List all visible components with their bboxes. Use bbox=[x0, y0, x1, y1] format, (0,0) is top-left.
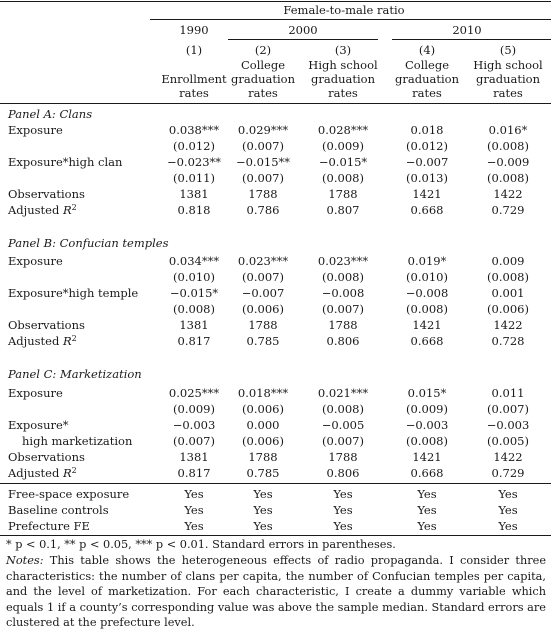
panel-c-title-row bbox=[0, 366, 551, 382]
cell: Yes bbox=[184, 503, 204, 517]
cell: 0.025*** bbox=[168, 386, 220, 400]
table-row bbox=[0, 518, 551, 534]
table-row bbox=[0, 401, 551, 417]
col-desc: graduation bbox=[395, 72, 459, 86]
cell: 0.818 bbox=[177, 203, 211, 217]
table-row bbox=[0, 465, 551, 481]
cell: 1421 bbox=[412, 450, 442, 464]
cell: 0.034*** bbox=[168, 254, 220, 268]
header-bottom-rule bbox=[0, 103, 551, 104]
cell: (0.008) bbox=[322, 171, 364, 185]
panel-a-title-row bbox=[0, 106, 551, 122]
cell: Yes bbox=[333, 519, 353, 533]
cell: Yes bbox=[184, 487, 204, 501]
cell: 1788 bbox=[328, 187, 358, 201]
cell: 0.029*** bbox=[237, 123, 289, 137]
row-label: Free-space exposure bbox=[8, 487, 130, 501]
cell: (0.007) bbox=[322, 302, 364, 316]
header-years-row bbox=[0, 22, 551, 38]
col-desc: College bbox=[240, 58, 286, 72]
cell: 0.023*** bbox=[317, 254, 369, 268]
year-2000: 2000 bbox=[288, 23, 318, 37]
table-row bbox=[0, 202, 551, 218]
cell: (0.008) bbox=[406, 302, 448, 316]
col-desc: High school bbox=[473, 58, 543, 72]
cell: (0.005) bbox=[487, 434, 529, 448]
row-label: Observations bbox=[8, 450, 85, 464]
col-desc: College bbox=[404, 58, 450, 72]
cell: (0.008) bbox=[487, 139, 529, 153]
row-label: Adjusted $R^2$ bbox=[8, 334, 77, 348]
cell: (0.008) bbox=[322, 402, 364, 416]
table-row bbox=[0, 317, 551, 333]
table-row bbox=[0, 186, 551, 202]
table-row bbox=[0, 269, 551, 285]
col-desc: rates bbox=[248, 86, 278, 100]
cell: 0.807 bbox=[326, 203, 360, 217]
row-label: Exposure bbox=[8, 254, 63, 268]
cell: 0.038*** bbox=[168, 123, 220, 137]
cell: (0.008) bbox=[487, 171, 529, 185]
cell: 1788 bbox=[248, 187, 278, 201]
cell: Yes bbox=[498, 503, 518, 517]
cell: Yes bbox=[253, 503, 273, 517]
panel-c-title: Panel C: Marketization bbox=[8, 367, 142, 381]
cell: (0.011) bbox=[173, 171, 215, 185]
table-row bbox=[0, 253, 551, 269]
table-bottom-rule bbox=[0, 535, 551, 536]
year-2000-underline bbox=[228, 39, 378, 40]
cell: 1422 bbox=[493, 450, 523, 464]
row-label: Observations bbox=[8, 318, 85, 332]
col-desc: graduation bbox=[231, 72, 295, 86]
cell: 0.018*** bbox=[237, 386, 289, 400]
panel-b-title: Panel B: Confucian temples bbox=[8, 236, 169, 250]
cell: 0.817 bbox=[177, 466, 211, 480]
table-row bbox=[0, 285, 551, 301]
group-title: Female-to-male ratio bbox=[283, 3, 405, 17]
header-group-row bbox=[0, 2, 551, 18]
panel-a-title: Panel A: Clans bbox=[8, 107, 93, 121]
col-desc: graduation bbox=[476, 72, 540, 86]
table-row bbox=[0, 333, 551, 349]
cell: 0.021*** bbox=[317, 386, 369, 400]
cell: (0.009) bbox=[173, 402, 215, 416]
cell: 0.817 bbox=[177, 334, 211, 348]
cell: Yes bbox=[184, 519, 204, 533]
cell: −0.008 bbox=[321, 286, 365, 300]
cell: 0.806 bbox=[326, 334, 360, 348]
cell: 0.019* bbox=[407, 254, 447, 268]
controls-top-rule bbox=[0, 483, 551, 484]
cell: 1421 bbox=[412, 187, 442, 201]
year-1990: 1990 bbox=[179, 23, 209, 37]
cell: −0.007 bbox=[241, 286, 285, 300]
col-desc: Enrollment bbox=[161, 72, 227, 86]
cell: −0.003 bbox=[486, 418, 530, 432]
cell: (0.006) bbox=[242, 302, 284, 316]
row-label: Exposure*high clan bbox=[8, 155, 123, 169]
table-row bbox=[0, 122, 551, 138]
row-label: Baseline controls bbox=[8, 503, 109, 517]
cell: 1422 bbox=[493, 318, 523, 332]
cell: 0.728 bbox=[491, 334, 525, 348]
cell: (0.007) bbox=[242, 139, 284, 153]
col-desc: High school bbox=[308, 58, 378, 72]
cell: −0.009 bbox=[486, 155, 530, 169]
row-label: Exposure* bbox=[8, 418, 69, 432]
cell: −0.007 bbox=[405, 155, 449, 169]
table-row bbox=[0, 385, 551, 401]
cell: 1422 bbox=[493, 187, 523, 201]
table-row bbox=[0, 170, 551, 186]
cell: Yes bbox=[253, 487, 273, 501]
table-row bbox=[0, 433, 551, 449]
col-number-5: (5) bbox=[499, 43, 517, 57]
cell: 0.729 bbox=[491, 203, 525, 217]
notes-text: This table shows the heterogeneous effects of radio propaganda. I consider three characteristics: the number of clans per capita, the number of Confucian temples per capita, and the level of marketization. For each characteristic, I create a dummy variable which equals 1 if a county’s corresponding value was above the sample median. Standard errors are clustered at the prefecture level. bbox=[6, 554, 547, 629]
year-2010: 2010 bbox=[452, 23, 482, 37]
cell: 0.000 bbox=[246, 418, 280, 432]
col-number-4: (4) bbox=[418, 43, 436, 57]
cell: 1788 bbox=[248, 318, 278, 332]
cell: 0.729 bbox=[491, 466, 525, 480]
cell: (0.010) bbox=[173, 270, 215, 284]
col-number-1: (1) bbox=[185, 43, 203, 57]
cell: (0.008) bbox=[322, 270, 364, 284]
col-desc: graduation bbox=[311, 72, 375, 86]
cell: 0.028*** bbox=[317, 123, 369, 137]
cell: 0.009 bbox=[491, 254, 525, 268]
row-label: high marketization bbox=[22, 434, 133, 448]
row-label: Prefecture FE bbox=[8, 519, 90, 533]
cell: 1381 bbox=[179, 187, 209, 201]
cell: 0.668 bbox=[410, 334, 444, 348]
cell: Yes bbox=[417, 519, 437, 533]
table-row bbox=[0, 138, 551, 154]
cell: −0.015* bbox=[318, 155, 368, 169]
cell: Yes bbox=[333, 487, 353, 501]
col-number-3: (3) bbox=[334, 43, 352, 57]
cell: (0.006) bbox=[242, 434, 284, 448]
cell: Yes bbox=[417, 487, 437, 501]
cell: −0.005 bbox=[321, 418, 365, 432]
cell: 1421 bbox=[412, 318, 442, 332]
cell: (0.009) bbox=[406, 402, 448, 416]
cell: −0.023** bbox=[166, 155, 222, 169]
cell: −0.003 bbox=[405, 418, 449, 432]
cell: 0.668 bbox=[410, 203, 444, 217]
cell: −0.008 bbox=[405, 286, 449, 300]
cell: Yes bbox=[498, 519, 518, 533]
cell: (0.007) bbox=[173, 434, 215, 448]
cell: 0.001 bbox=[491, 286, 525, 300]
year-2010-underline bbox=[392, 39, 551, 40]
cell: (0.010) bbox=[406, 270, 448, 284]
cell: −0.003 bbox=[172, 418, 216, 432]
cell: −0.015* bbox=[169, 286, 219, 300]
cell: (0.008) bbox=[487, 270, 529, 284]
table-row bbox=[0, 449, 551, 465]
table-row bbox=[0, 486, 551, 502]
row-label: Adjusted $R^2$ bbox=[8, 203, 77, 217]
cell: Yes bbox=[333, 503, 353, 517]
cell: (0.012) bbox=[406, 139, 448, 153]
cell: (0.013) bbox=[406, 171, 448, 185]
col-number-2: (2) bbox=[254, 43, 272, 57]
column-numbers-row bbox=[0, 42, 551, 58]
cell: Yes bbox=[417, 503, 437, 517]
cell: 1788 bbox=[328, 318, 358, 332]
row-label: Exposure*high temple bbox=[8, 286, 139, 300]
table-row bbox=[0, 502, 551, 518]
cell: (0.006) bbox=[487, 302, 529, 316]
table-row bbox=[0, 154, 551, 170]
cell: 0.016* bbox=[488, 123, 528, 137]
table-row bbox=[0, 301, 551, 317]
col-desc: rates bbox=[328, 86, 358, 100]
row-label: Exposure bbox=[8, 386, 63, 400]
cell: 0.786 bbox=[246, 203, 280, 217]
row-label: Observations bbox=[8, 187, 85, 201]
cell: (0.007) bbox=[242, 171, 284, 185]
panel-b-title-row bbox=[0, 235, 551, 251]
significance-footnote: * p < 0.1, ** p < 0.05, *** p < 0.01. Standard errors in parentheses. bbox=[6, 538, 396, 551]
cell: 1788 bbox=[248, 450, 278, 464]
cell: (0.008) bbox=[173, 302, 215, 316]
group-title-underline bbox=[150, 19, 551, 20]
col-desc: rates bbox=[412, 86, 442, 100]
cell: 0.011 bbox=[491, 386, 525, 400]
cell: 0.806 bbox=[326, 466, 360, 480]
cell: 0.668 bbox=[410, 466, 444, 480]
cell: 0.785 bbox=[246, 334, 280, 348]
cell: (0.007) bbox=[242, 270, 284, 284]
cell: (0.012) bbox=[173, 139, 215, 153]
cell: −0.015** bbox=[235, 155, 291, 169]
cell: Yes bbox=[498, 487, 518, 501]
cell: 0.023*** bbox=[237, 254, 289, 268]
cell: (0.006) bbox=[242, 402, 284, 416]
row-label: Exposure bbox=[8, 123, 63, 137]
cell: 0.018 bbox=[410, 123, 444, 137]
col-desc: rates bbox=[179, 86, 209, 100]
column-desc-row-3 bbox=[0, 85, 551, 101]
cell: (0.008) bbox=[406, 434, 448, 448]
notes-label: Notes: bbox=[6, 554, 44, 567]
cell: 1788 bbox=[328, 450, 358, 464]
cell: Yes bbox=[253, 519, 273, 533]
col-desc: rates bbox=[493, 86, 523, 100]
cell: 1381 bbox=[179, 318, 209, 332]
cell: (0.007) bbox=[487, 402, 529, 416]
cell: 0.015* bbox=[407, 386, 447, 400]
row-label: Adjusted $R^2$ bbox=[8, 466, 77, 480]
table-row bbox=[0, 417, 551, 433]
cell: (0.009) bbox=[322, 139, 364, 153]
cell: 0.785 bbox=[246, 466, 280, 480]
cell: 1381 bbox=[179, 450, 209, 464]
table-notes bbox=[6, 553, 546, 631]
cell: (0.007) bbox=[322, 434, 364, 448]
